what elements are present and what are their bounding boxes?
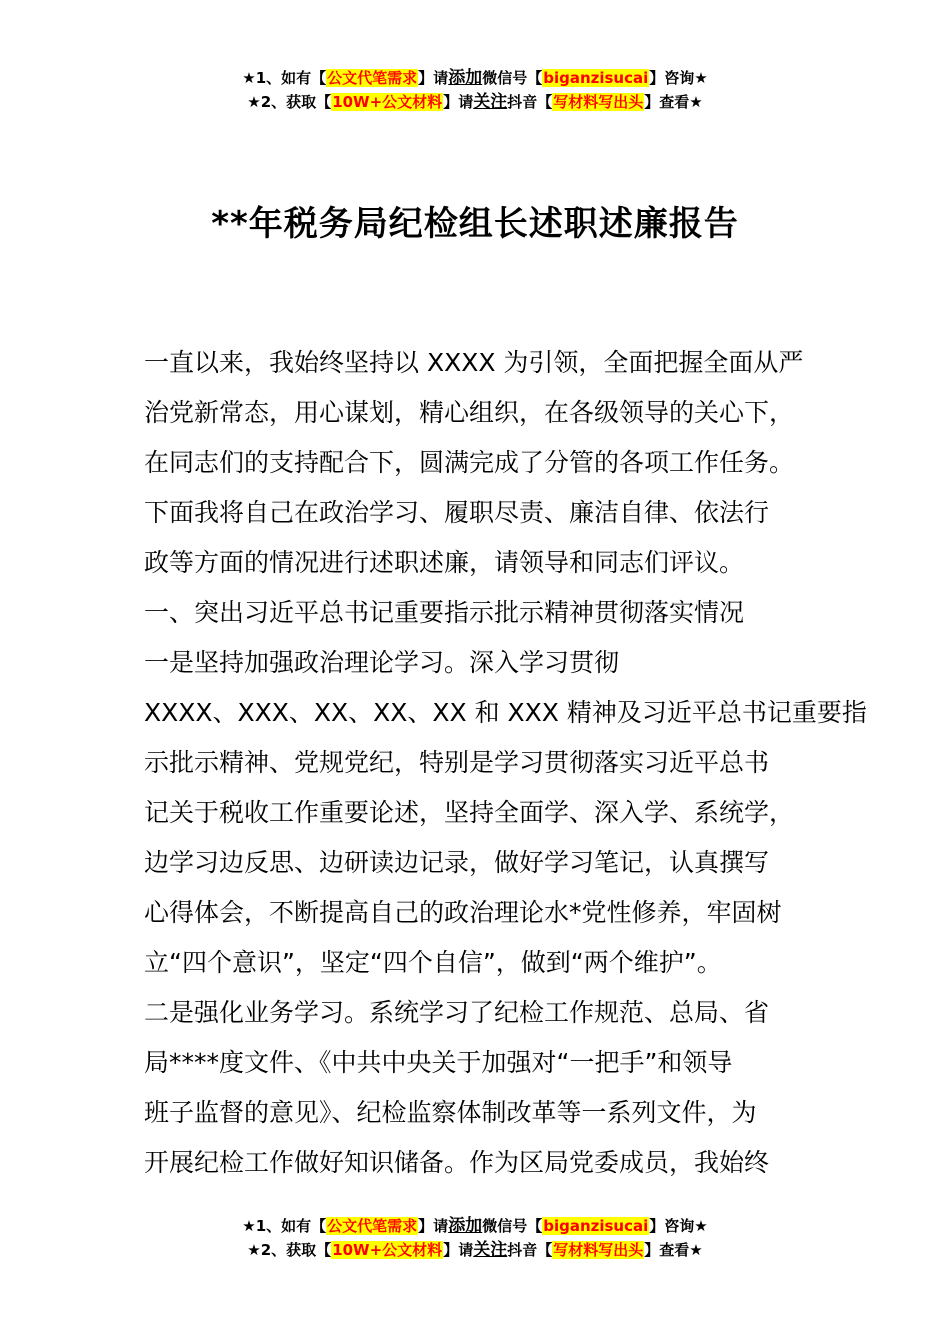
- body-line: 二是强化业务学习。系统学习了纪检工作规范、总局、省: [144, 998, 770, 1027]
- banner-highlight: 10W+公文材料: [332, 1241, 443, 1259]
- body-line: 心得体会，不断提高自己的政治理论水*党性修养，牢固树: [144, 898, 782, 927]
- banner-highlight: biganzisucai: [543, 69, 649, 87]
- banner-highlight: 公文代笔需求: [327, 1217, 418, 1235]
- body-line: 局****度文件、《中共中央关于加强对“一把手”和领导: [144, 1048, 733, 1077]
- banner-line-1: [0, 66, 950, 90]
- body-line: 边学习边反思、边研读边记录，做好学习笔记，认真撰写: [144, 848, 770, 877]
- body-line: 开展纪检工作做好知识储备。作为区局党委成员，我始终: [144, 1148, 770, 1177]
- body-line: 在同志们的支持配合下，圆满完成了分管的各项工作任务。: [144, 448, 795, 477]
- banner-text: 】咨询★: [649, 1217, 708, 1235]
- body-line: 示批示精神、党规党纪，特别是学习贯彻落实习近平总书: [144, 748, 770, 777]
- banner-text: 】咨询★: [649, 69, 708, 87]
- banner-underlined: 添加: [448, 68, 483, 88]
- banner-highlight: 写材料写出头: [553, 93, 644, 111]
- banner-text: 】请: [443, 1241, 474, 1259]
- banner-highlight: 公文代笔需求: [327, 69, 418, 87]
- banner-text: 】请: [418, 69, 449, 87]
- body-line: 记关于税收工作重要论述，坚持全面学、深入学、系统学，: [144, 798, 795, 827]
- banner-line-1: [0, 1214, 950, 1238]
- banner-underlined: 添加: [448, 1216, 483, 1236]
- body-line: XXXX、XXX、XX、XX、XX 和 XXX 精神及习近平总书记重要指: [144, 698, 867, 727]
- banner-highlight: 写材料写出头: [553, 1241, 644, 1259]
- banner-text: ★1、如有【: [242, 1217, 327, 1235]
- document-body: [144, 338, 867, 1188]
- body-line: 一是坚持加强政治理论学习。深入学习贯彻: [144, 648, 620, 677]
- banner-text: ★1、如有【: [242, 69, 327, 87]
- banner-underlined: 关注: [473, 1240, 508, 1260]
- body-line: 一直以来，我始终坚持以 XXXX 为引领，全面把握全面从严: [144, 348, 804, 377]
- banner-text: 抖音【: [507, 93, 553, 111]
- banner-text: ★2、获取【: [247, 93, 332, 111]
- banner-text: 抖音【: [507, 1241, 553, 1259]
- banner-highlight: biganzisucai: [543, 1217, 649, 1235]
- body-line: 治党新常态，用心谋划，精心组织，在各级领导的关心下，: [144, 398, 795, 427]
- banner-highlight: 10W+公文材料: [332, 93, 443, 111]
- banner-text: 】查看★: [644, 1241, 703, 1259]
- footer-banner: [0, 1214, 950, 1262]
- body-line: 立“四个意识”，坚定“四个自信”，做到“两个维护”。: [144, 948, 722, 977]
- banner-text: 微信号【: [482, 69, 543, 87]
- banner-text: ★2、获取【: [247, 1241, 332, 1259]
- banner-text: 微信号【: [482, 1217, 543, 1235]
- banner-underlined: 关注: [473, 92, 508, 112]
- banner-text: 】查看★: [644, 93, 703, 111]
- banner-line-2: [0, 90, 950, 114]
- document-title: **年税务局纪检组长述职述廉报告: [211, 204, 739, 244]
- header-banner: [0, 66, 950, 114]
- body-line: 政等方面的情况进行述职述廉，请领导和同志们评议。: [144, 548, 745, 577]
- banner-text: 】请: [418, 1217, 449, 1235]
- section-heading: 一、突出习近平总书记重要指示批示精神贯彻落实情况: [144, 598, 745, 627]
- body-line: 下面我将自己在政治学习、履职尽责、廉洁自律、依法行: [144, 498, 770, 527]
- banner-text: 】请: [443, 93, 474, 111]
- banner-line-2: [0, 1238, 950, 1262]
- body-line: 班子监督的意见》、纪检监察体制改革等一系列文件，为: [144, 1098, 757, 1127]
